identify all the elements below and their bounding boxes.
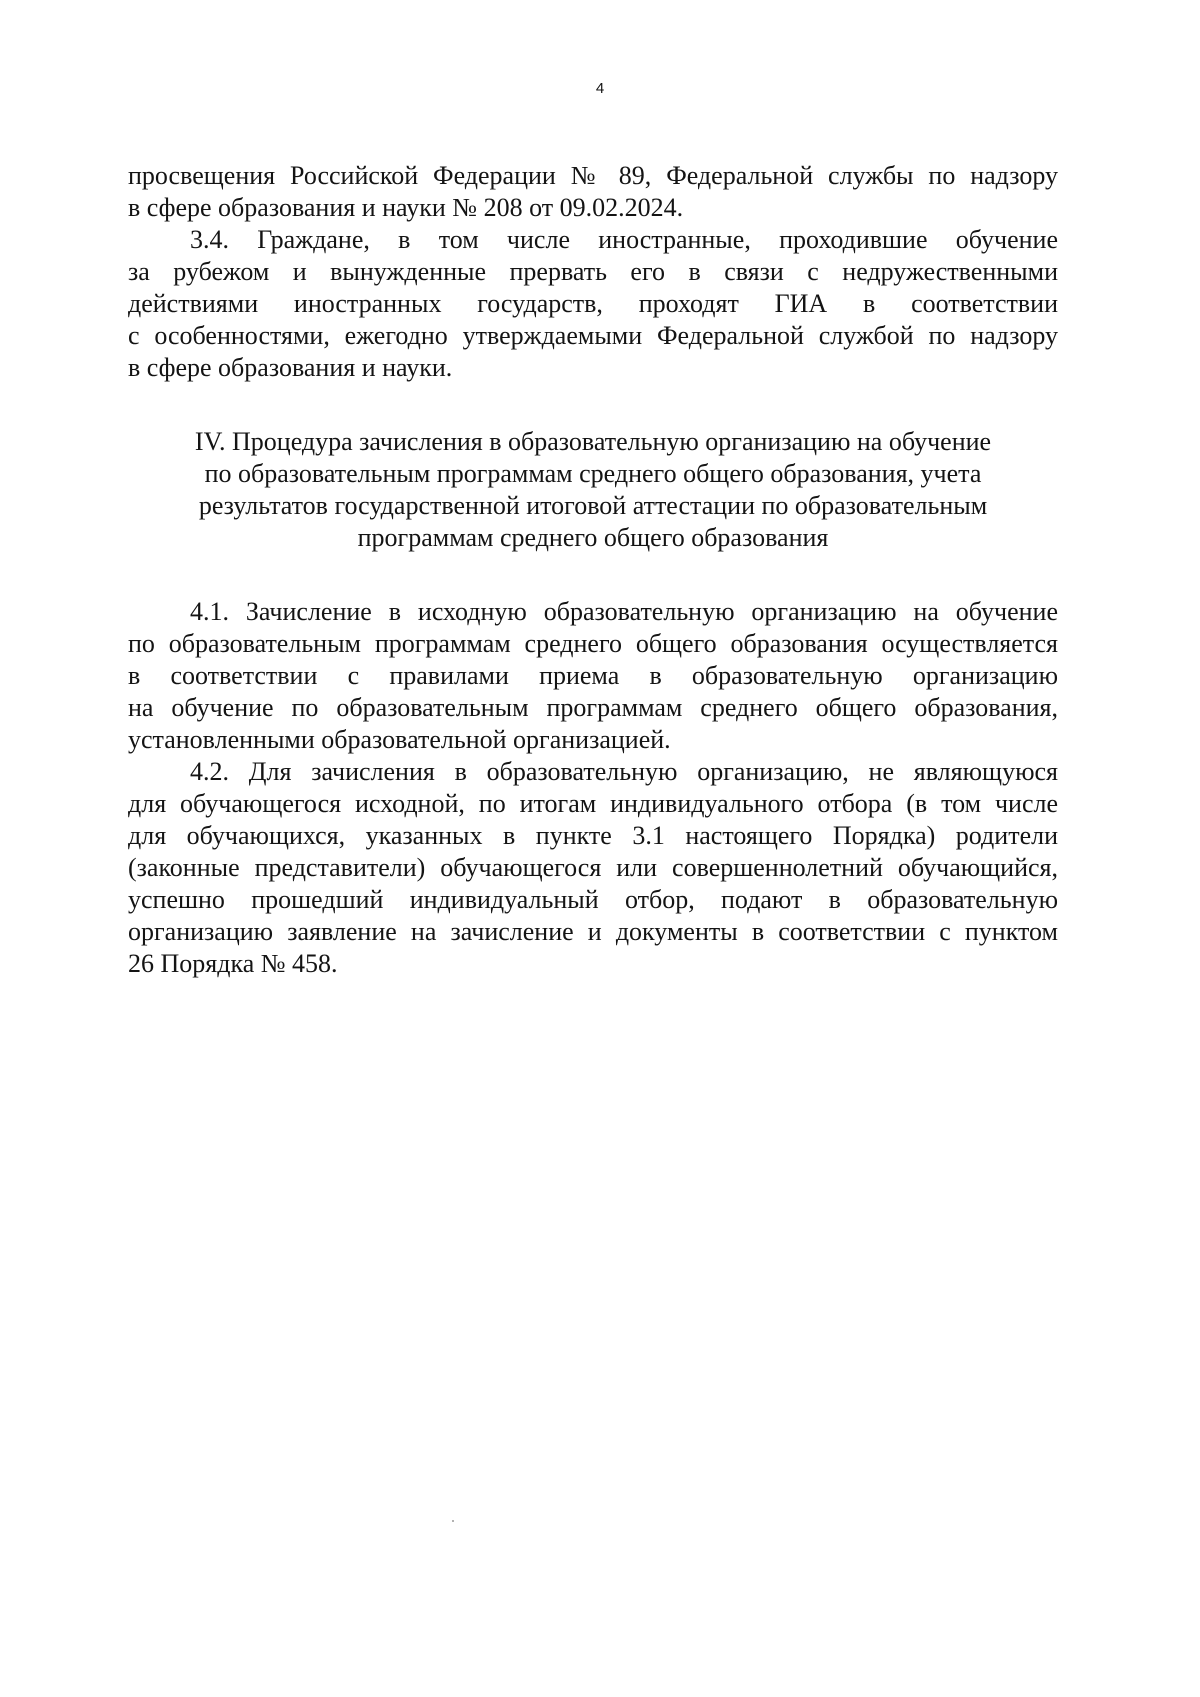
text-line: 3.4. Граждане, в том числе иностранные, проходившие обучение bbox=[190, 225, 1058, 254]
scan-speck bbox=[452, 1520, 454, 1522]
text-line: для обучающегося исходной, по итогам индивидуального отбора (в том числе bbox=[128, 789, 1058, 818]
document-body bbox=[128, 160, 1058, 980]
paragraph-3-4 bbox=[128, 224, 1058, 384]
text-line: (законные представители) обучающегося или совершеннолетний обучающийся, bbox=[128, 853, 1058, 882]
text-line: на обучение по образовательным программам среднего общего образования, bbox=[128, 693, 1058, 722]
heading-line: по образовательным программам среднего общего образования, учета bbox=[204, 459, 982, 488]
heading-line: IV. Процедура зачисления в образовательную организацию на обучение bbox=[194, 427, 992, 456]
page-number: 4 bbox=[595, 80, 605, 97]
text-line: в сфере образования и науки. bbox=[128, 353, 453, 382]
text-line: 4.2. Для зачисления в образовательную организацию, не являющуюся bbox=[190, 757, 1058, 786]
text-line: по образовательным программам среднего общего образования осуществляется bbox=[128, 629, 1058, 658]
heading-line: программам среднего общего образования bbox=[357, 523, 829, 552]
text-line: действиями иностранных государств, проходят ГИА в соответствии bbox=[128, 289, 1058, 318]
text-line: в соответствии с правилами приема в образовательную организацию bbox=[128, 661, 1058, 690]
text-line: в сфере образования и науки № 208 от 09.02.2024. bbox=[128, 193, 684, 222]
text-line: 4.1. Зачисление в исходную образовательную организацию на обучение bbox=[190, 597, 1058, 626]
paragraph-4-1 bbox=[128, 596, 1058, 756]
section-heading-iv bbox=[128, 426, 1058, 554]
text-line: за рубежом и вынужденные прервать его в связи с недружественными bbox=[128, 257, 1058, 286]
heading-line: результатов государственной итоговой аттестации по образовательным bbox=[198, 491, 988, 520]
text-line: просвещения Российской Федерации № 89, Федеральной службы по надзору bbox=[128, 161, 1058, 190]
paragraph-continuation bbox=[128, 160, 1058, 224]
text-line: с особенностями, ежегодно утверждаемыми Федеральной службой по надзору bbox=[128, 321, 1058, 350]
text-line: для обучающихся, указанных в пункте 3.1 настоящего Порядка) родители bbox=[128, 821, 1058, 850]
text-line: успешно прошедший индивидуальный отбор, подают в образовательную bbox=[128, 885, 1058, 914]
text-line: организацию заявление на зачисление и документы в соответствии с пунктом bbox=[128, 917, 1058, 946]
text-line: 26 Порядка № 458. bbox=[128, 949, 338, 978]
paragraph-4-2 bbox=[128, 756, 1058, 980]
text-line: установленными образовательной организацией. bbox=[128, 725, 671, 754]
